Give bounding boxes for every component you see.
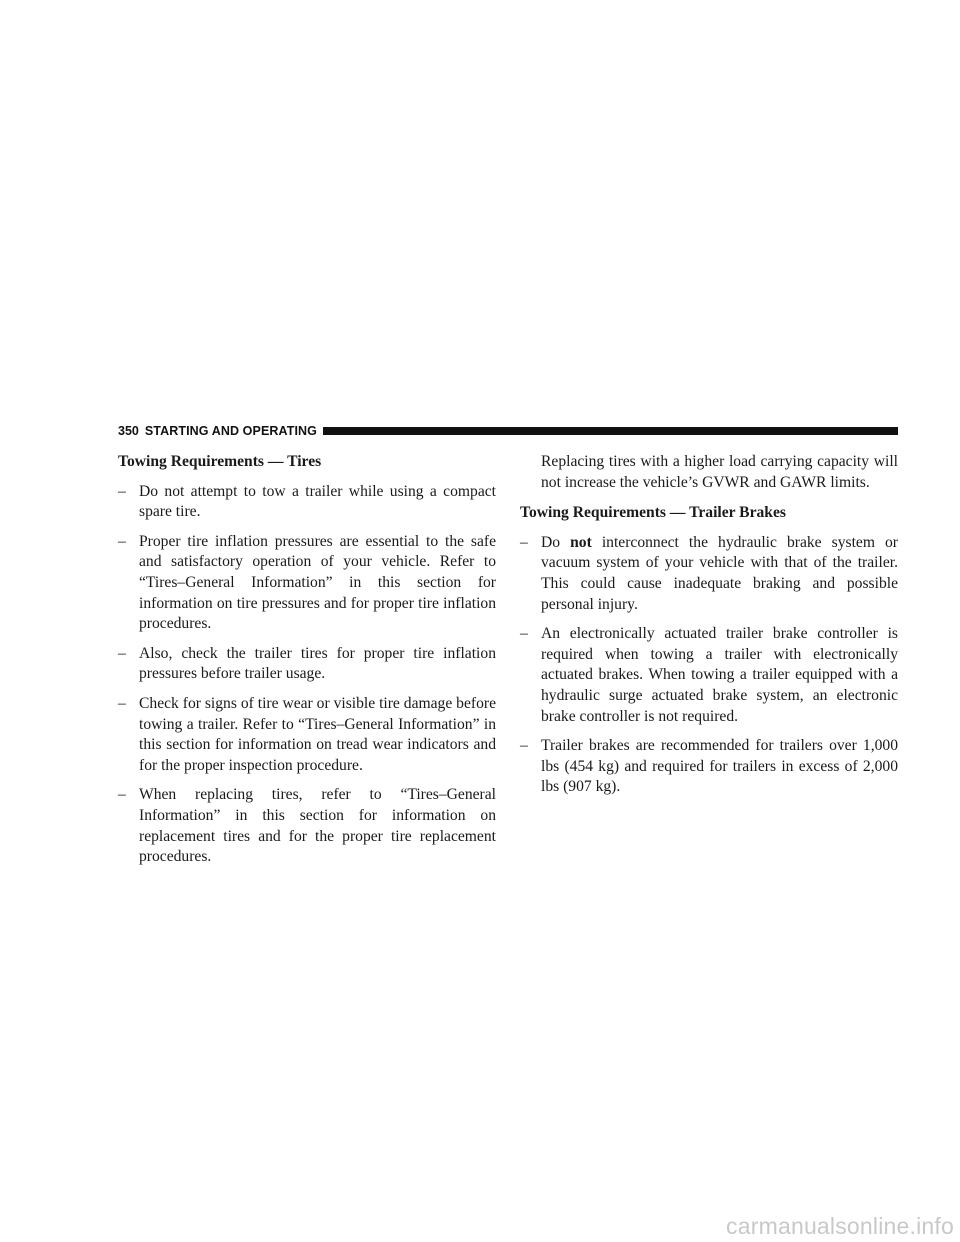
list-item-text: When replacing tires, refer to “Tires–General Information” in this section for information on replacement tires and for the proper tire replacement procedures.: [139, 786, 496, 866]
list-item-text: An electronically actuated trailer brake controller is required when towing a trailer with electronically actuated brakes. When towing a trailer equipped with a hydraulic surge actuated brake system, an electronic brake controller is not required.: [541, 625, 898, 725]
continuation-paragraph: Replacing tires with a higher load carrying capacity will not increase the vehicle’s GVWR and GAWR limits.: [541, 453, 898, 491]
dash-marker: –: [118, 694, 126, 712]
list-item: [118, 482, 496, 523]
left-column: [118, 452, 496, 877]
dash-marker: –: [520, 625, 528, 643]
dash-marker: –: [520, 737, 528, 755]
heading-trailer-brakes: Towing Requirements — Trailer Brakes: [520, 504, 786, 522]
page-header: [118, 422, 898, 440]
list-item: [118, 694, 496, 776]
list-item: [520, 624, 898, 727]
list-item-text: Trailer brakes are recommended for trailers over 1,000 lbs (454 kg) and required for trailers in excess of 2,000 lbs (907 kg).: [541, 737, 898, 796]
header-rule: [323, 427, 898, 435]
list-item-text: Also, check the trailer tires for proper tire inflation pressures before trailer usage.: [139, 644, 496, 683]
list-item-text: Check for signs of tire wear or visible tire damage before towing a trailer. Refer to “Tires–General Information” in this section for information on tread wear indicators and for the proper inspection procedure.: [139, 694, 496, 774]
list-item: [118, 532, 496, 635]
dash-marker: –: [118, 786, 126, 804]
list-item: [118, 785, 496, 867]
right-column: [520, 452, 898, 807]
dash-marker: –: [118, 644, 126, 662]
watermark: carmanualsonline.info: [726, 1213, 954, 1239]
dash-marker: –: [118, 532, 126, 550]
list-item-text: Proper tire inflation pressures are essential to the safe and satisfactory operation of your vehicle. Refer to “Tires–General Information” in this section for information on tire pressures and for proper tire inflation procedures.: [139, 532, 496, 633]
list-item-text: Do not attempt to tow a trailer while using a compact spare tire.: [139, 482, 496, 521]
list-item-text: interconnect the hydraulic brake system or vacuum system of your vehicle with that of the trailer. This could cause inadequate braking and possible personal injury.: [541, 533, 898, 613]
list-item-prefix: Do: [541, 533, 561, 551]
heading-tires: Towing Requirements — Tires: [118, 453, 322, 470]
list-item: [520, 736, 898, 798]
emphasis-not: not: [570, 533, 592, 551]
page-number: 350: [118, 424, 139, 438]
list-item: [520, 533, 898, 615]
dash-marker: –: [118, 482, 126, 500]
section-title: STARTING AND OPERATING: [144, 424, 317, 438]
dash-marker: –: [520, 533, 528, 551]
list-item: [118, 644, 496, 685]
